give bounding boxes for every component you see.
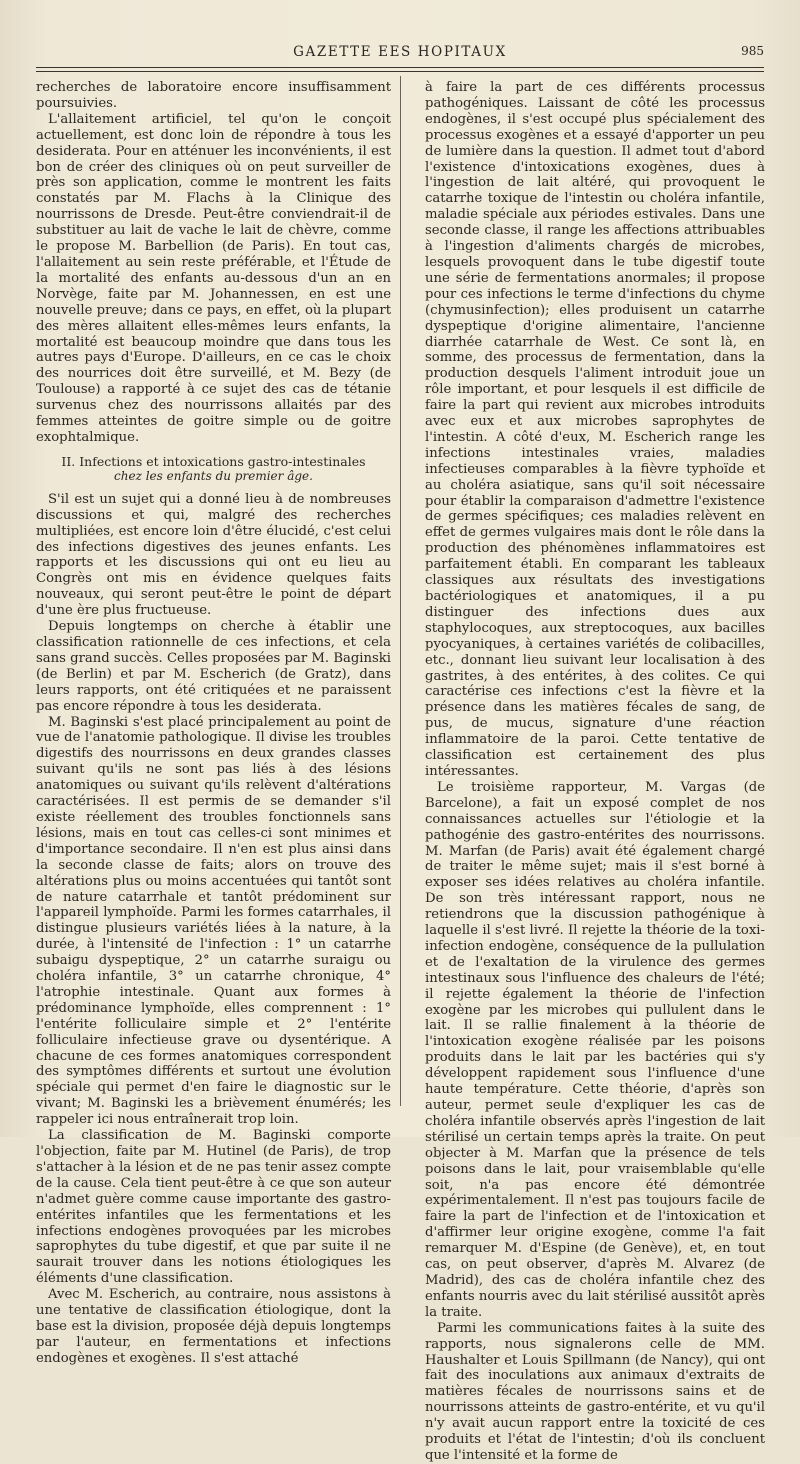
journal-title: GAZETTE EES HOPITAUX xyxy=(293,44,507,60)
paragraph: Depuis longtemps on cherche à établir une classification rationnelle de ces infections, et cela sans grand succès. Celles proposées par M. Baginski (de Berlin) et par M. Escherich (de Gratz), dans leurs rapports, ont été critiquées et ne paraissent pas encore répondre à tous les desiderata. xyxy=(36,619,391,714)
paragraph: M. Baginski s'est placé principalement au point de vue de l'anatomie pathologique. Il divise les troubles digestifs des nourrissons en deux grandes classes suivant qu'ils ne sont pas liés à des lésions anatomiques ou suivant qu'ils relèvent d'altérations caractérisées. Il est permis de se demander s'il existe réellement des troubles fonctionnels sans lésions, mais en tout cas celles-ci sont minimes et d'importance secondaire. Il n'en est plus ainsi dans la seconde classe de faits; alors on trouve des altérations plus ou moins accentuées qui tantôt sont de nature catarrhale et tantôt prédominent sur l'appareil lymphoïde. Parmi les formes catarrhales, il distingue plusieurs variétés liées à la nature, à la durée, à l'intensité de l'infection : 1° un catarrhe subaigu dyspeptique, 2° un catarrhe suraigu ou choléra infantile, 3° un catarrhe chronique, 4° l'atrophie intestinale. Quant aux formes à prédominance lymphoïde, elles comprennent : 1° l'entérite folliculaire simple et 2° l'entérite folliculaire infectieuse grave ou dysentérique. A chacune de ces formes anatomiques correspondent des symptômes différents et surtout une évolution spéciale qui permet d'en faire le diagnostic sur le vivant; M. Baginski les a brièvement énumérés; les rappeler ici nous entraînerait trop loin. xyxy=(36,714,391,1128)
header-rule-thick xyxy=(36,67,764,68)
paragraph: S'il est un sujet qui a donné lieu à de nombreuses discussions et qui, malgré des recherches multipliées, est encore loin d'être élucidé, c'est celui des infections digestives des jeunes enfants. Les rapports et les discussions qui ont eu lieu au Congrès ont mis en évidence quelques faits nouveaux, qui seront peut-être le point de départ d'une ère plus fructueuse. xyxy=(36,491,391,619)
paragraph: Parmi les communications faites à la suite des rapports, nous signalerons celle de MM. Haushalter et Louis Spillmann (de Nancy), qui ont fait des inoculations aux animaux d'extraits de matières fécales de nourrissons sains et de nourrissons atteints de gastro-entérite, et vu qu'il n'y avait aucun rapport entre la toxicité de ces produits et l'état de l'intestin; d'où ils concluent que l'intensité et la forme de xyxy=(425,1320,765,1463)
page-number: 985 xyxy=(741,44,764,58)
paragraph: Le troisième rapporteur, M. Vargas (de Barcelone), a fait un exposé complet de nos connaissances actuelles sur l'étiologie et la pathogénie des gastro-entérites des nourrissons. M. Marfan (de Paris) avait été également chargé de traiter le même sujet; mais il s'est borné à exposer ses idées relatives au choléra infantile. De son très intéressant rapport, nous ne retiendrons que la discussion pathogénique à laquelle il s'est livré. Il rejette la théorie de la toxi-infection endogène, conséquence de la pullulation et de l'exaltation de la virulence des germes intestinaux sous l'influence des chaleurs de l'été; il rejette également la théorie de l'infection exogène par les microbes qui pullulent dans le lait. Il se rallie finalement à la théorie de l'intoxication exogène réalisée par les poisons produits dans le lait par les bactéries qui s'y développent rapidement sous l'influence d'une haute température. Cette théorie, d'après son auteur, permet seule d'expliquer les cas de choléra infantile observés après l'ingestion de lait stérilisé un certain temps après la traite. On peut objecter à M. Marfan que la présence de tels poisons dans le lait, pour vraisemblable qu'elle soit, n'a pas encore été démontrée expérimentalement. Il n'est pas toujours facile de faire la part de l'infection et de l'intoxication et d'affirmer leur origine exogène, comme l'a fait remarquer M. d'Espine (de Genève), et, en tout cas, on peut observer, d'après M. Alvarez (de Madrid), des cas de choléra infantile chez des enfants nourris avec du lait stérilisé aussitôt après la traite. xyxy=(425,779,765,1320)
column-divider xyxy=(400,76,401,1106)
section-heading-line-1: II. Infections et intoxications gastro-intestinales xyxy=(61,453,366,469)
left-column xyxy=(36,80,391,1367)
header-rule-thin xyxy=(36,71,764,72)
paragraph: recherches de laboratoire encore insuffisamment poursuivies. xyxy=(36,80,391,111)
paragraph: Avec M. Escherich, au contraire, nous assistons à une tentative de classification étiologique, dont la base est la division, proposée déjà depuis longtemps par l'auteur, en fermentations et infections endogènes et exogènes. Il s'est attaché xyxy=(36,1287,391,1366)
running-header xyxy=(36,44,764,64)
paragraph: à faire la part de ces différents processus pathogéniques. Laissant de côté les processus endogènes, il s'est occupé plus spécialement des processus exogènes et a essayé d'apporter un peu de lumière dans la question. Il admet tout d'abord l'existence d'intoxications exogènes, dues à l'ingestion de lait altéré, qui provoquent le catarrhe toxique de l'intestin ou choléra infantile, maladie spéciale aux périodes estivales. Dans une seconde classe, il range les affections attribuables à l'ingestion d'aliments chargés de microbes, lesquels provoquent dans le tube digestif toute une série de fermentations anormales; il propose pour ces infections le terme d'infections du chyme (chymusinfection); elles produisent un catarrhe dyspeptique d'origine alimentaire, l'ancienne diarrhée catarrhale de West. Ce sont là, en somme, des processus de fermentation, dans la production desquels l'aliment introduit joue un rôle important, et pour lesquels il est difficile de faire la part qui revient aux microbes introduits avec eux et aux microbes saprophytes de l'intestin. A côté d'eux, M. Escherich range les infections intestinales vraies, maladies infectieuses comparables à la fièvre typhoïde et au choléra asiatique, sans qu'il soit nécessaire pour établir la comparaison d'admettre l'existence de germes spécifiques; ces maladies relèvent en effet de germes vulgaires mais dont le rôle dans la production des phénomènes inflammatoires est parfaitement établi. En comparant les tableaux classiques aux résultats des investigations bactériologiques et anatomiques, il a pu distinguer des infections dues aux staphylocoques, aux streptocoques, aux bacilles pyocyaniques, à certaines variétés de colibacilles, etc., donnant lieu suivant leur localisation à des gastrites, à des entérites, à des colites. Ce qui caractérise ces infections c'est la fièvre et la présence dans les matières fécales de sang, de pus, de mucus, signature d'une réaction inflammatoire de la paroi. Cette tentative de classification est certainement des plus intéressantes. xyxy=(425,80,765,779)
section-heading xyxy=(36,454,391,484)
paragraph: La classification de M. Baginski comporte l'objection, faite par M. Hutinel (de Paris), de trop s'attacher à la lésion et de ne pas tenir assez compte de la cause. Cela tient peut-être à ce que son auteur n'admet guère comme cause importante des gastro-entérites infantiles que les fermentations et les infections endogènes provoquées par les microbes saprophytes du tube digestif, et que par suite il ne saurait trouver dans les notions étiologiques les éléments d'une classification. xyxy=(36,1128,391,1287)
right-column xyxy=(425,80,765,1464)
section-heading-line-2: chez les enfants du premier âge. xyxy=(114,468,313,483)
paragraph: L'allaitement artificiel, tel qu'on le conçoit actuellement, est donc loin de répondre à tous les desiderata. Pour en atténuer les inconvénients, il est bon de créer des cliniques où on peut surveiller de près son application, comme le montrent les faits constatés par M. Flachs à la Clinique des nourrissons de Dresde. Peut-être conviendrait-il de substituer au lait de vache le lait de chèvre, comme le propose M. Barbellion (de Paris). En tout cas, l'allaitement au sein reste préférable, et l'Étude de la mortalité des enfants au-dessous d'un an en Norvège, faite par M. Johannessen, en est une nouvelle preuve; dans ce pays, en effet, où la plupart des mères allaitent elles-mêmes leurs enfants, la mortalité est beaucoup moindre que dans tous les autres pays d'Europe. D'ailleurs, en ce cas le choix des nourrices doit être surveillé, et M. Bezy (de Toulouse) a rapporté à ce sujet des cas de tétanie survenus chez des nourrissons allaités par des femmes atteintes de goitre simple ou de goitre exophtalmique. xyxy=(36,111,391,445)
